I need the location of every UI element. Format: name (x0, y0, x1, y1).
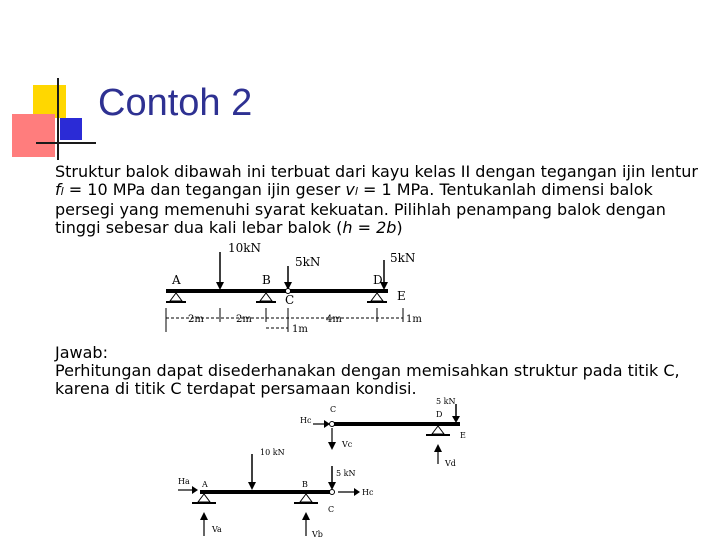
problem-line-4-end: ) (396, 218, 403, 237)
answer-line-1: Perhitungan dapat disederhanakan dengan memisahkan struktur pada titik C, (55, 361, 680, 380)
beam-diagram-full (158, 240, 428, 335)
decor-vertical-line (57, 78, 59, 160)
problem-line-2-part: = 10 MPa dan tegangan ijin geser (63, 180, 346, 199)
top-load-5kn-label: 5 kN (436, 397, 456, 406)
dim-bc-label: 1m (292, 324, 308, 335)
top-e-label: E (460, 431, 466, 440)
problem-line-3: persegi yang memenuhi syarat kekuatan. Pilihlah penampang balok dengan (55, 200, 666, 219)
bottom-c-label: C (328, 505, 335, 514)
top-d-label: D (436, 410, 443, 419)
problem-line-4-part: tinggi sebesar dua kali lebar balok ( (55, 218, 343, 237)
bottom-va-label: Va (212, 525, 222, 534)
load-5kn-e-label: 5kN (390, 251, 416, 265)
subscript-l-2: l (354, 185, 358, 198)
problem-line-2-end: = 1 MPa. Tentukanlah dimensi balok (357, 180, 653, 199)
bottom-beam (200, 490, 332, 494)
load-10kn-label: 10kN (228, 241, 262, 255)
answer-line-2: karena di titik C terdapat persamaan kondisi. (55, 379, 417, 398)
answer-label: Jawab: (55, 343, 108, 362)
decor-horizontal-line (36, 142, 96, 144)
problem-text (55, 163, 715, 237)
point-d-label: D (373, 273, 383, 287)
beam-main (166, 289, 388, 293)
bottom-vb-label: Vb (312, 530, 323, 539)
equation-h-2b: h = 2b (342, 218, 397, 237)
load-5kn-c-label: 5kN (295, 255, 321, 269)
symbol-f: f (55, 180, 61, 199)
top-beam (330, 422, 460, 426)
decor-blue-square (60, 118, 82, 140)
top-vc-label: Vc (342, 440, 353, 449)
top-vd-label: Vd (445, 459, 456, 468)
symbol-v: v (345, 180, 355, 199)
bottom-hc-label: Hc (362, 488, 374, 497)
decor-pink-square (12, 114, 55, 157)
problem-line-1: Struktur balok dibawah ini terbuat dari kayu kelas II dengan tegangan ijin lentur (55, 162, 698, 181)
bottom-b-label: B (302, 480, 308, 489)
dim-ab2-label: 2m (236, 314, 252, 325)
beam-diagram-separated (170, 392, 480, 540)
dim-de-label: 1m (406, 314, 422, 325)
point-a-label: A (172, 273, 181, 287)
point-e-label: E (397, 289, 406, 303)
problem-line-2 (55, 181, 715, 201)
bottom-a-label: A (202, 480, 208, 489)
bottom-load-5kn-label: 5 kN (336, 469, 356, 478)
top-c-label: C (330, 405, 337, 414)
point-b-label: B (262, 273, 271, 287)
top-hc-label: Hc (300, 416, 312, 425)
problem-line-4 (55, 219, 715, 237)
dim-ab1-label: 2m (188, 314, 204, 325)
dim-cd-label: 4m (326, 314, 342, 325)
answer-text (55, 344, 715, 398)
point-c-label: C (285, 293, 295, 307)
subscript-l: l (60, 185, 64, 198)
bottom-ha-label: Ha (178, 477, 190, 486)
slide-title: Contoh 2 (98, 82, 253, 124)
bottom-load-10kn-label: 10 kN (260, 448, 285, 457)
